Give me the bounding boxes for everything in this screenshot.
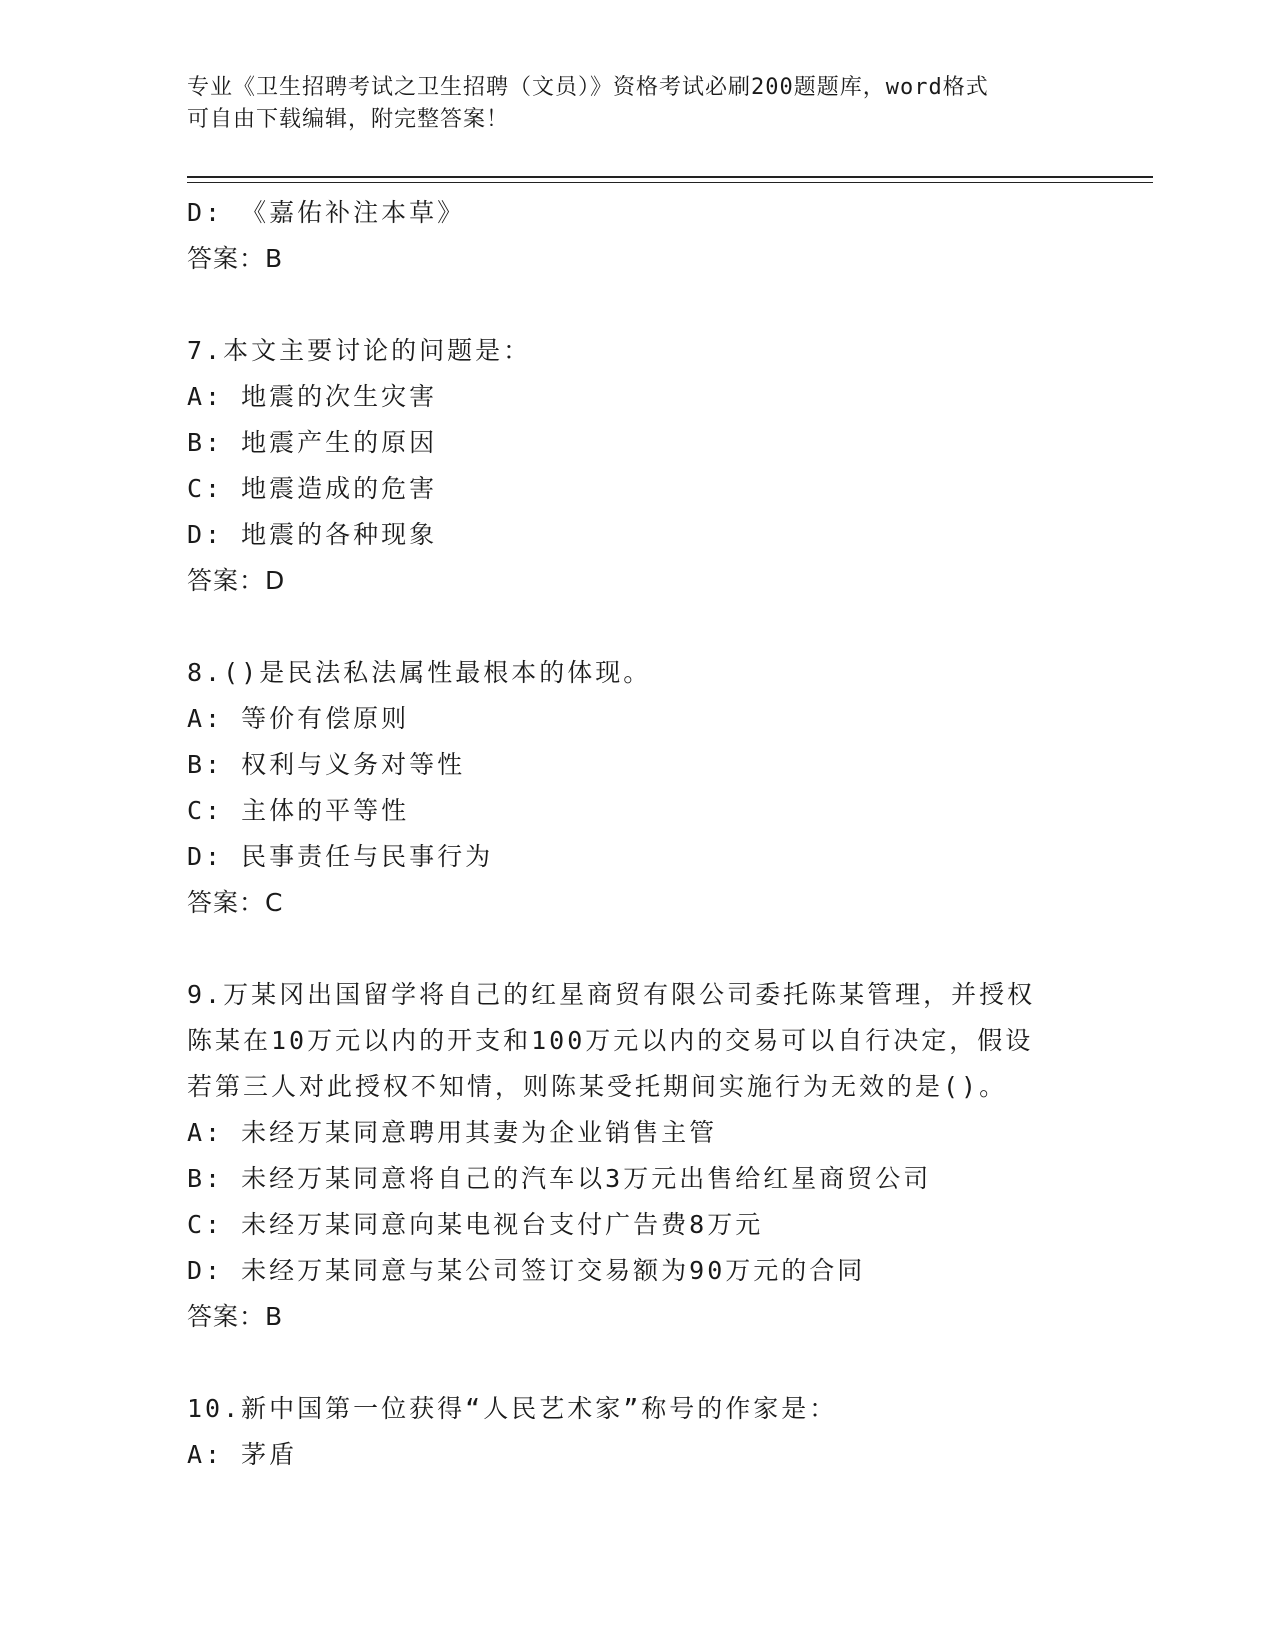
option-a: A: 地震的次生灾害 (187, 382, 438, 411)
option-a: A: 茅盾 (187, 1440, 298, 1469)
option-d: D: 民事责任与民事行为 (187, 842, 494, 871)
option-b: B: 权利与义务对等性 (187, 750, 466, 779)
spacer (187, 926, 1107, 972)
question-9 (187, 972, 1107, 1340)
answer-label: 答案：C (187, 888, 284, 917)
question-stem: 10.新中国第一位获得“人民艺术家”称号的作家是： (187, 1394, 838, 1423)
spacer (187, 604, 1107, 650)
question-stem: 7.本文主要讨论的问题是： (187, 336, 532, 365)
question-10 (187, 1386, 1107, 1478)
option-d: D: 地震的各种现象 (187, 520, 438, 549)
option-c: C: 地震造成的危害 (187, 474, 438, 503)
document-header (187, 72, 1087, 136)
spacer (187, 1340, 1107, 1386)
spacer (187, 282, 1107, 328)
question-stem-line-1: 9.万某冈出国留学将自己的红星商贸有限公司委托陈某管理，并授权 (187, 980, 1036, 1009)
option-a: A: 等价有偿原则 (187, 704, 410, 733)
question-7 (187, 328, 1107, 604)
header-rule-thin (187, 182, 1153, 183)
question-list (187, 190, 1107, 1478)
question-stem: 8.()是民法私法属性最根本的体现。 (187, 658, 652, 687)
header-line-2: 可自由下载编辑，附完整答案！ (187, 107, 510, 132)
prev-question-tail (187, 190, 1107, 282)
option-c: C: 主体的平等性 (187, 796, 410, 825)
answer-label: 答案：B (187, 1302, 284, 1331)
option-a: A: 未经万某同意聘用其妻为企业销售主管 (187, 1118, 718, 1147)
option-d: D: 未经万某同意与某公司签订交易额为90万元的合同 (187, 1256, 866, 1285)
option-b: B: 未经万某同意将自己的汽车以3万元出售给红星商贸公司 (187, 1164, 932, 1193)
option-b: B: 地震产生的原因 (187, 428, 438, 457)
question-stem-line-2: 陈某在10万元以内的开支和100万元以内的交易可以自行决定，假设 (187, 1026, 1034, 1055)
answer-label: 答案：B (187, 244, 284, 273)
option-c: C: 未经万某同意向某电视台支付广告费8万元 (187, 1210, 764, 1239)
question-stem-line-3: 若第三人对此授权不知情，则陈某受托期间实施行为无效的是()。 (187, 1072, 1008, 1101)
answer-label: 答案：D (187, 566, 286, 595)
question-8 (187, 650, 1107, 926)
header-rule-thick (187, 176, 1153, 178)
header-line-1: 专业《卫生招聘考试之卫生招聘（文员）》资格考试必刷200题题库，word格式 (187, 75, 989, 100)
option-d: D: 《嘉佑补注本草》 (187, 198, 466, 227)
